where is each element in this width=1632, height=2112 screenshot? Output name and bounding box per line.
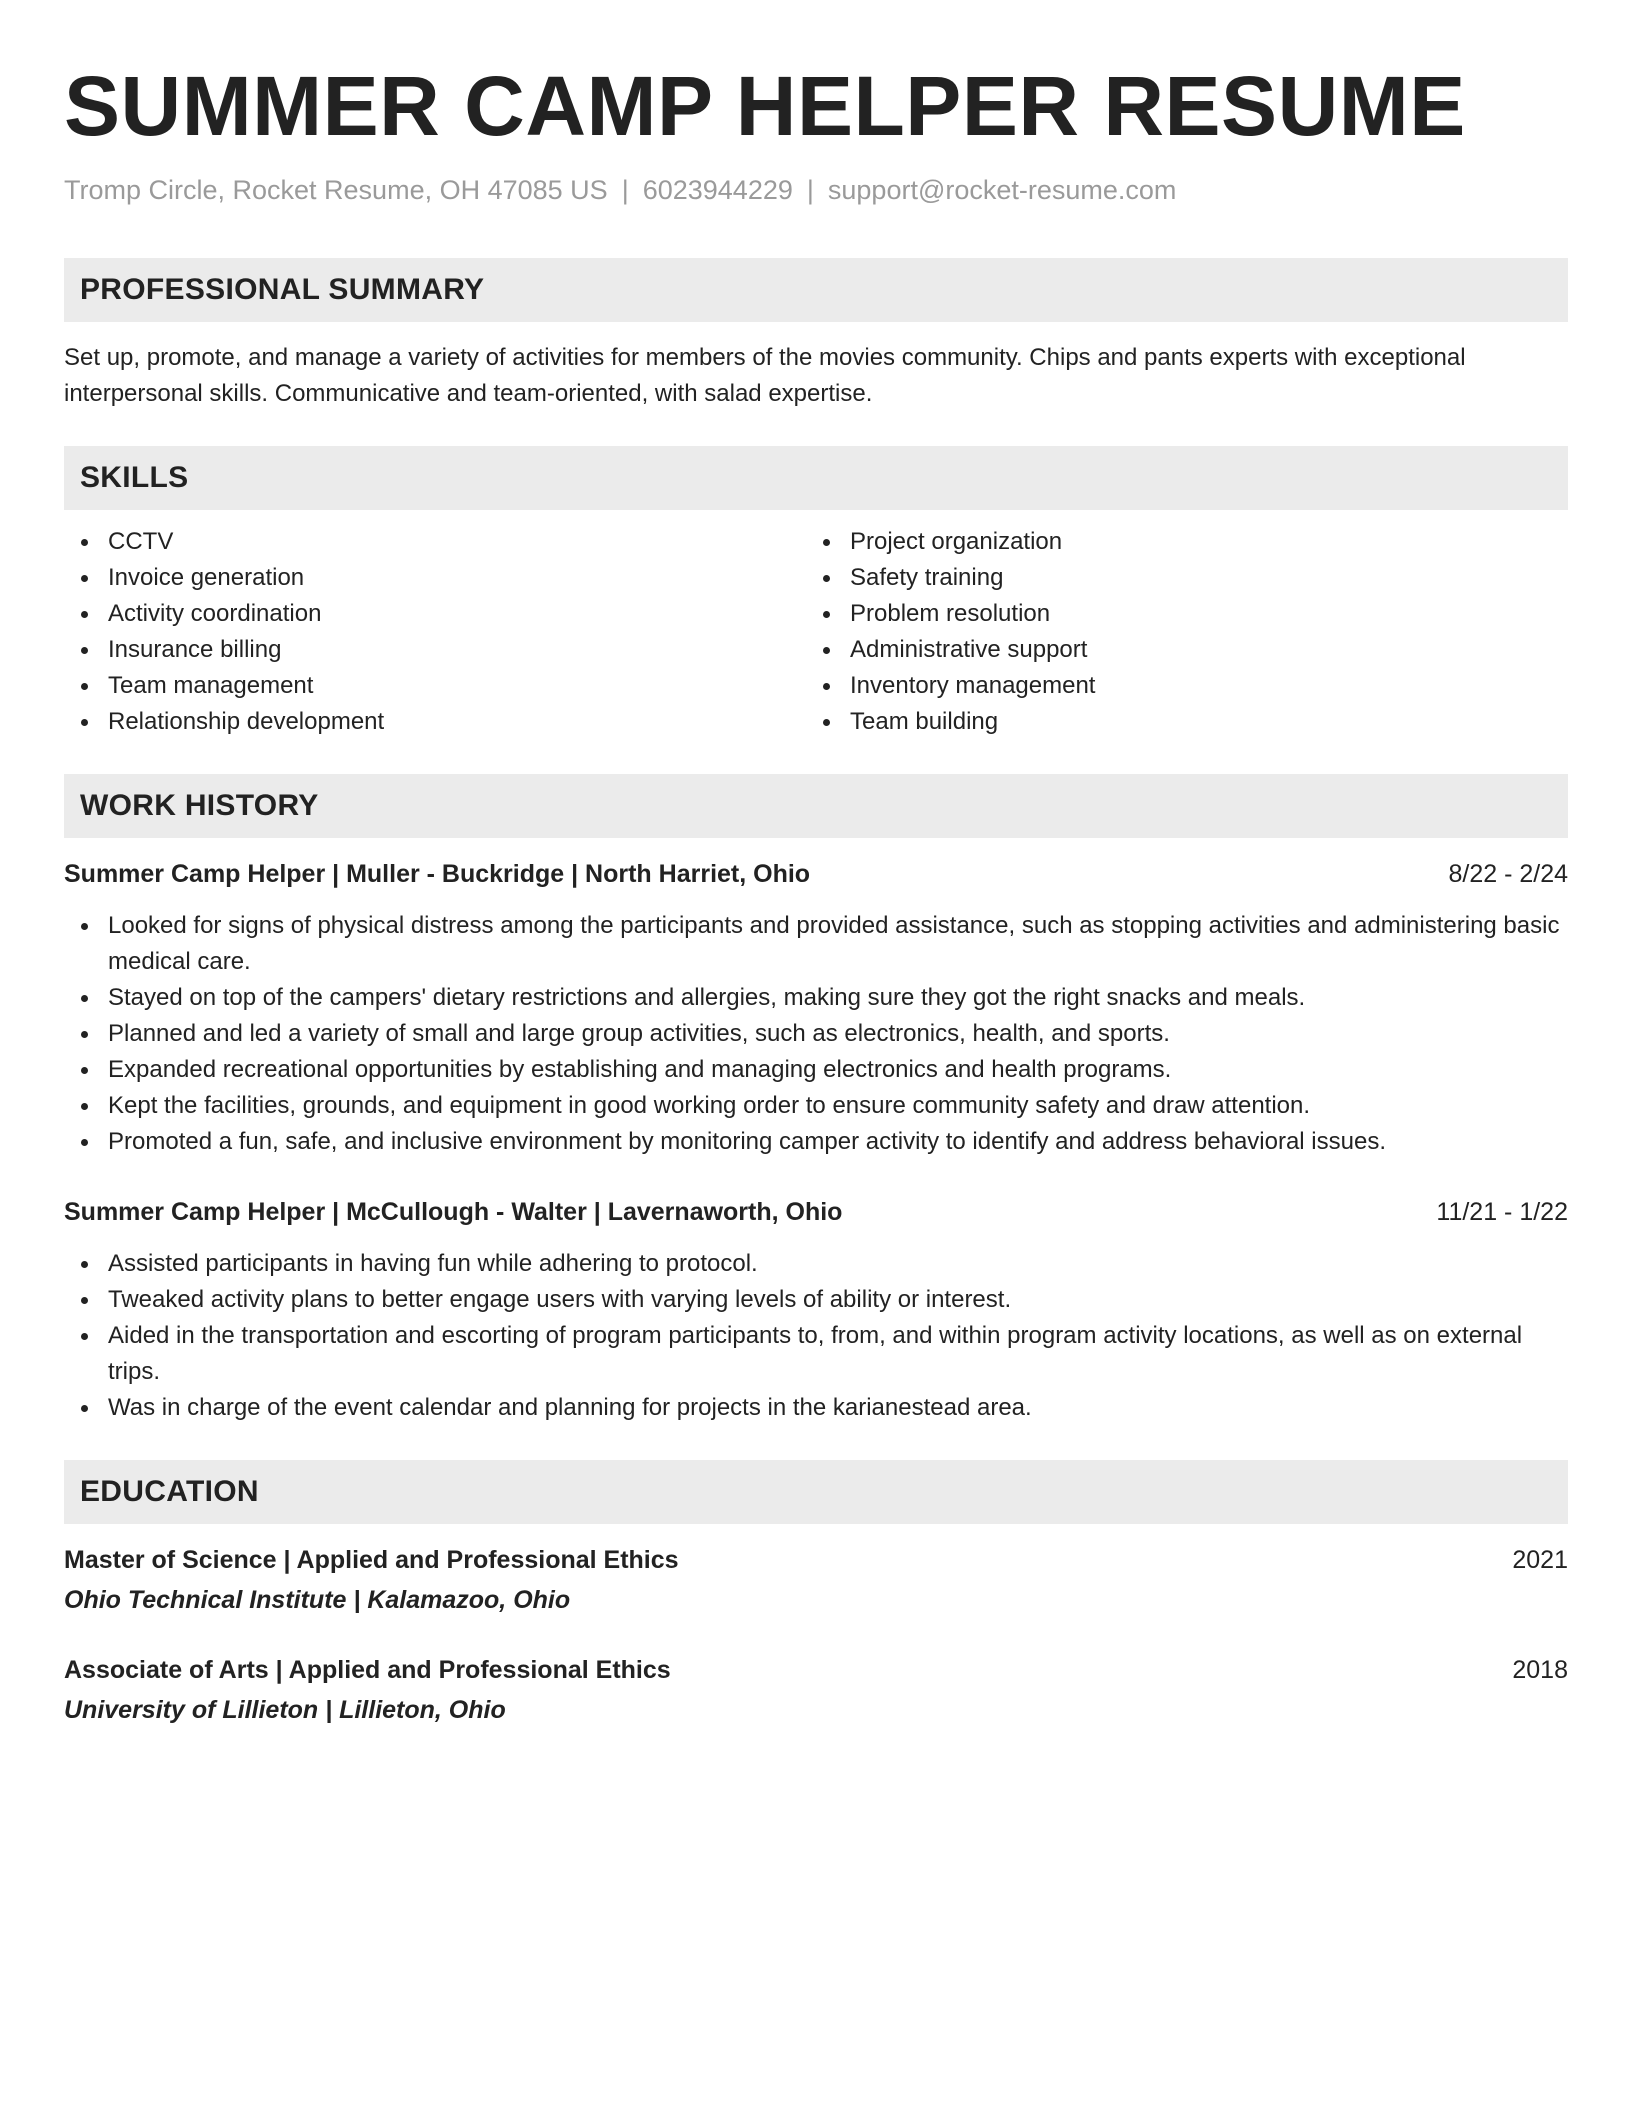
contact-separator: | <box>806 175 814 205</box>
contact-address: Tromp Circle, Rocket Resume, OH 47085 US <box>64 175 608 205</box>
job-bullet: Tweaked activity plans to better engage users with varying levels of ability or interest. <box>64 1282 1568 1318</box>
skill-item: CCTV <box>64 524 806 560</box>
skill-item: Team building <box>806 704 1548 740</box>
job-bullet: Promoted a fun, safe, and inclusive environment by monitoring camper activity to identify and address behavioral issues. <box>64 1124 1568 1160</box>
job-bullet: Stayed on top of the campers' dietary restrictions and allergies, making sure they got the right snacks and meals. <box>64 980 1568 1016</box>
education-entry <box>64 1542 1568 1618</box>
skills-section-header <box>64 446 1568 510</box>
work-section-header <box>64 774 1568 838</box>
skill-item: Administrative support <box>806 632 1548 668</box>
education-degree: Master of Science | Applied and Professional Ethics <box>64 1546 679 1574</box>
job-bullets <box>64 1246 1568 1426</box>
contact-separator: | <box>621 175 629 205</box>
summary-section-header <box>64 258 1568 322</box>
job-dates: 8/22 - 2/24 <box>1448 860 1568 888</box>
job-bullet: Was in charge of the event calendar and planning for projects in the karianestead area. <box>64 1390 1568 1426</box>
job-title: Summer Camp Helper | Muller - Buckridge | North Harriet, Ohio <box>64 860 811 888</box>
skills-heading: SKILLS <box>80 461 189 494</box>
education-school: Ohio Technical Institute | Kalamazoo, Ohio <box>64 1586 571 1614</box>
job-bullet: Aided in the transportation and escorting of program participants to, from, and within program activity locations, as well as on external trips. <box>64 1318 1568 1390</box>
job-bullet: Planned and led a variety of small and large group activities, such as electronics, health, and sports. <box>64 1016 1568 1052</box>
skills-column-left <box>64 524 806 740</box>
job-bullets <box>64 908 1568 1160</box>
job-bullet: Looked for signs of physical distress among the participants and provided assistance, such as stopping activities and administering basic medical care. <box>64 908 1568 980</box>
job-header <box>64 1194 1568 1230</box>
job-bullet: Kept the facilities, grounds, and equipment in good working order to ensure community safety and draw attention. <box>64 1088 1568 1124</box>
education-school: University of Lillieton | Lillieton, Ohio <box>64 1696 506 1724</box>
education-heading: EDUCATION <box>80 1475 259 1508</box>
work-heading: WORK HISTORY <box>80 789 319 822</box>
skill-item: Project organization <box>806 524 1548 560</box>
job-dates: 11/21 - 1/22 <box>1436 1198 1568 1226</box>
job-bullet: Assisted participants in having fun while adhering to protocol. <box>64 1246 1568 1282</box>
skill-item: Team management <box>64 668 806 704</box>
education-entry <box>64 1652 1568 1728</box>
summary-text: Set up, promote, and manage a variety of activities for members of the movies community. Chips and pants experts with exceptional interpersonal skills. Communicative and team-oriented, with salad expertise. <box>64 344 1466 407</box>
job-bullet: Expanded recreational opportunities by establishing and managing electronics and health programs. <box>64 1052 1568 1088</box>
job-header <box>64 856 1568 892</box>
education-year: 2018 <box>1512 1656 1568 1684</box>
skills-list <box>64 524 1568 740</box>
contact-email: support@rocket-resume.com <box>827 175 1177 205</box>
education-header <box>64 1542 1568 1578</box>
skill-item: Problem resolution <box>806 596 1548 632</box>
education-header <box>64 1652 1568 1688</box>
skill-item: Invoice generation <box>64 560 806 596</box>
resume-title: SUMMER CAMP HELPER RESUME <box>64 59 1466 153</box>
contact-phone: 6023944229 <box>642 175 793 205</box>
skill-item: Insurance billing <box>64 632 806 668</box>
skill-item: Safety training <box>806 560 1548 596</box>
skills-column-right <box>806 524 1548 740</box>
job-title: Summer Camp Helper | McCullough - Walter | Lavernaworth, Ohio <box>64 1198 843 1226</box>
contact-line <box>64 172 1568 208</box>
education-section-header <box>64 1460 1568 1524</box>
skill-item: Inventory management <box>806 668 1548 704</box>
education-degree: Associate of Arts | Applied and Professional Ethics <box>64 1656 671 1684</box>
skill-item: Relationship development <box>64 704 806 740</box>
skill-item: Activity coordination <box>64 596 806 632</box>
summary-heading: PROFESSIONAL SUMMARY <box>80 273 485 306</box>
education-year: 2021 <box>1512 1546 1568 1574</box>
